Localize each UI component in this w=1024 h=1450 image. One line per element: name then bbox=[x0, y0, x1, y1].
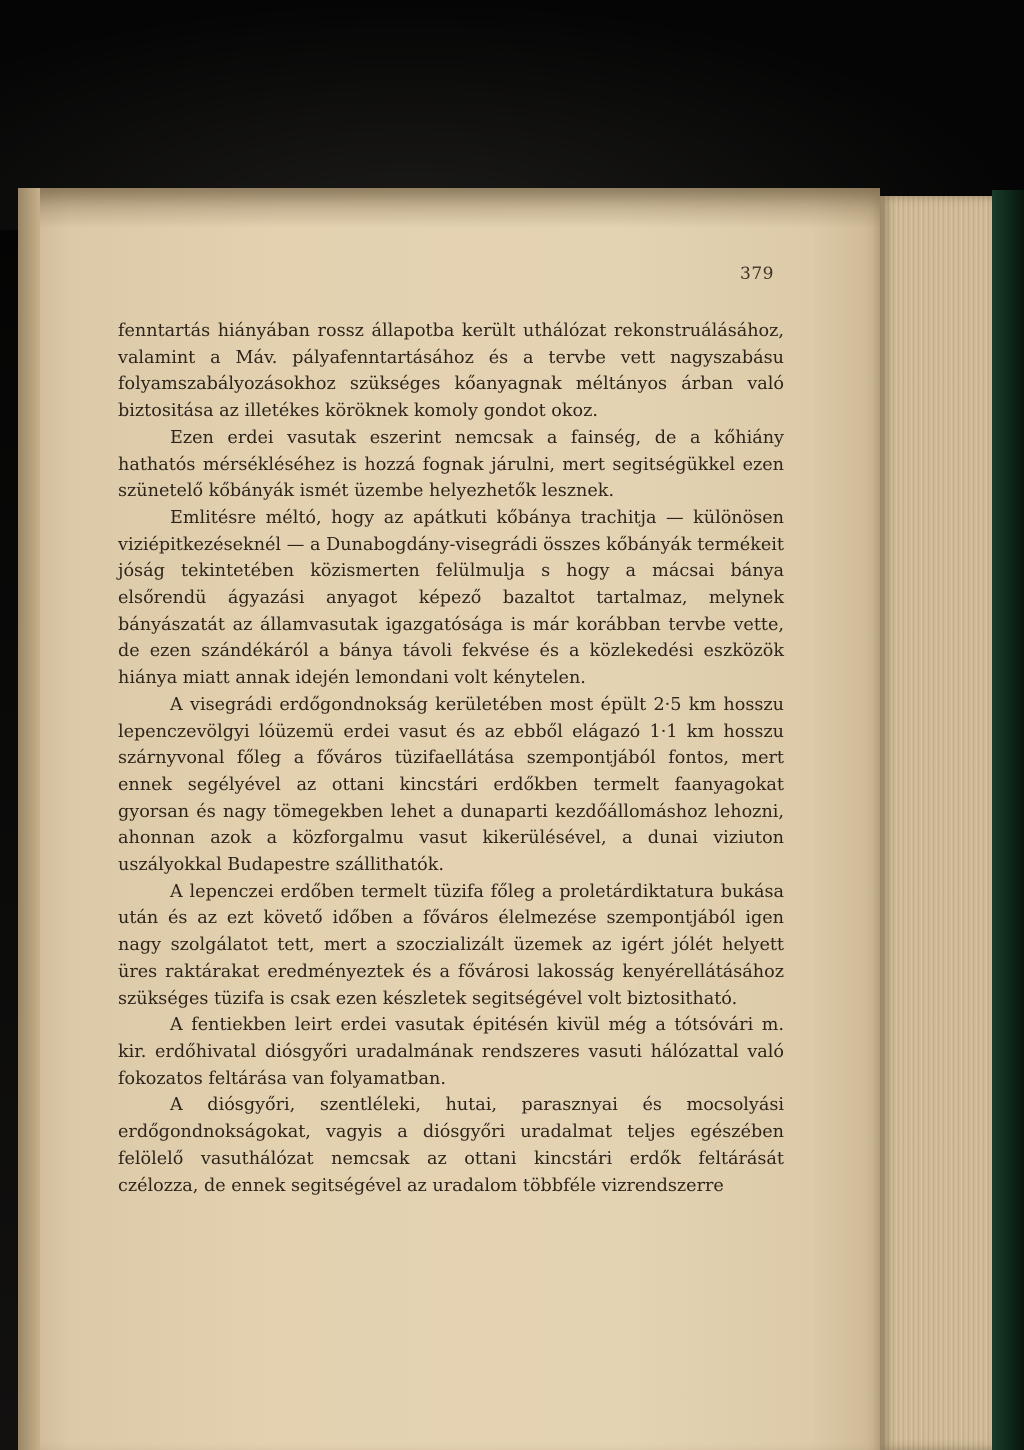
paragraph-4: A visegrádi erdőgondnokság kerületében most épült 2·5 km hosszu lepenczevölgyi lóüzemü erdei vasut és az ebből elágazó 1·1 km hosszu szárnyvonal főleg a főváros tüzifaellátása szempontjából fontos, mert ennek segélyével az ottani kincstári erdőkben termelt faanyagokat gyorsan és nagy tömegekben lehet a dunaparti kezdőállomáshoz lehozni, ahonnan azok a közforgalmu vasut kikerülésével, a dunai viziuton uszályokkal Budapestre szállithatók. bbox=[118, 694, 784, 876]
page-number: 379 bbox=[740, 264, 774, 284]
paragraph-5: A lepenczei erdőben termelt tüzifa főleg a proletárdiktatura bukása után és az ezt követő időben a főváros élelmezése szempontjából igen nagy szolgálatot tett, mert a szoczializált üzemek az igért jólét helyett üres raktárakat eredményeztek és a fővárosi lakosság kenyérellátásához szükséges tüzifa is csak ezen készletek segitségével volt biztositható. bbox=[118, 881, 784, 1009]
book-cover-edge bbox=[992, 190, 1024, 1450]
page-top-shadow bbox=[18, 188, 880, 228]
paragraph-7: A diósgyőri, szentléleki, hutai, parasznyai és mocsolyási erdőgondnokságokat, vagyis a diósgyőri uradalmat teljes egészében felölelő vasuthálózat nemcsak az ottani kincstári erdők feltárását czélozza, de ennek segitségével az uradalom többféle vizrendszerre bbox=[118, 1095, 784, 1196]
body-text bbox=[118, 318, 784, 1199]
paragraph-1: fenntartás hiányában rossz állapotba került uthálózat rekonstruálásához, valamint a Máv. pályafenntartásához és a tervbe vett nagyszabásu folyamszabályozásokhoz szükséges kőanyagnak méltányos árban való biztositása az illetékes köröknek komoly gondot okoz. bbox=[118, 321, 784, 422]
paragraph-2: Ezen erdei vasutak eszerint nemcsak a fainség, de a kőhiány hathatós mérsékléséhez is hozzá fognak járulni, mert segitségükkel ezen szünetelő kőbányák ismét üzembe helyezhetők lesznek. bbox=[118, 427, 784, 502]
page-left-edge bbox=[18, 188, 40, 1450]
paragraph-6: A fentiekben leirt erdei vasutak épitésén kivül még a tótsóvári m. kir. erdőhivatal diósgyőri uradalmának rendszeres vasuti hálózattal való fokozatos feltárása van folyamatban. bbox=[118, 1015, 784, 1089]
page-stack-edge bbox=[880, 196, 992, 1450]
paragraph-3: Emlitésre méltó, hogy az apátkuti kőbánya trachitja — különösen viziépitkezéseknél — a Dunabogdány-visegrádi összes kőbányák termékeit jóság tekintetében közismerten felülmulja s hogy a mácsai bánya elsőrendü ágyazási anyagot képező bazaltot tartalmaz, melynek bányászatát az államvasutak igazgatósága is már korábban tervbe vette, de ezen szándékáról a bánya távoli fekvése és a közlekedési eszközök hiánya miatt annak idején lemondani volt kénytelen. bbox=[118, 507, 784, 689]
